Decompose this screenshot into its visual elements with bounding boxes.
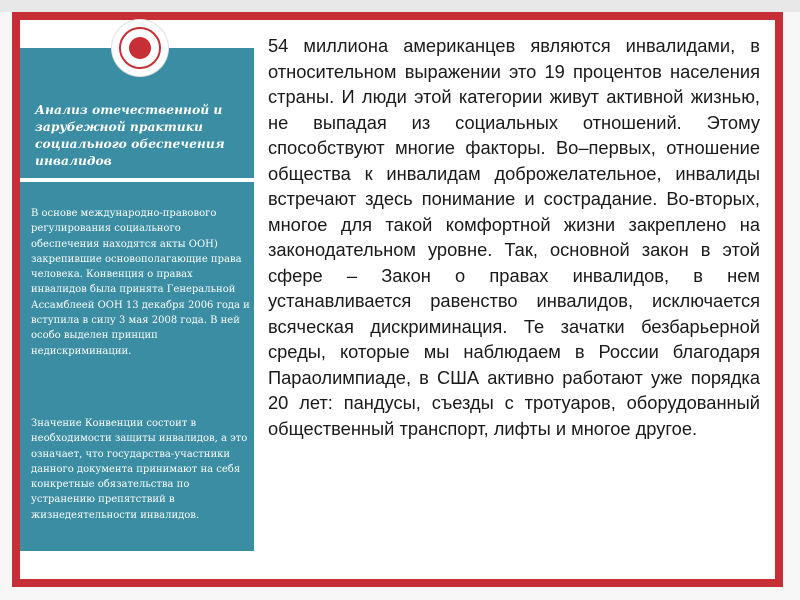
- circle-dot: [129, 37, 151, 59]
- main-body-text: 54 миллиона американцев являются инвалидами, в относительном выражении это 19 процентов населения страны. И люди этой категории живут активной жизнью, не выпадая из социальных отношений. Этому способствуют многие факторы. Во–первых, отношение общества к инвалидам доброжелательное, инвалиды встречают здесь понимание и сострадание. Во-вторых, многое для такой комфортной жизни закреплено на законодательном уровне. Так, основной закон в этой сфере – Закон о правах инвалидов, в нем устанавливается равенство инвалидов, исключается всяческая дискриминация. Те зачатки безбарьерной среды, которые мы наблюдаем в России благодаря Параолимпиаде, в США активно работают уже порядка 20 лет: пандусы, съезды с тротуаров, оборудованный общественный транспорт, лифты и многое другое.: [268, 35, 760, 439]
- slide-title: Анализ отечественной и зарубежной практики социального обеспечения инвалидов: [35, 102, 225, 168]
- sidebar-paragraph-1: В основе международно-правового регулирования социального обеспечения находятся акты ООН) закрепившие основополагающие права человека. Конвенция о правах инвалидов была принята Генеральной Ассамблеей ООН 13 декабря 2006 года и вступила в силу 3 мая 2008 года. В ней особо выделен принцип недискриминации.: [31, 208, 250, 357]
- slide-content: [20, 20, 775, 579]
- sidebar-divider: [20, 178, 254, 182]
- top-strip: [0, 0, 800, 12]
- sidebar-panel: [20, 48, 254, 551]
- sidebar-paragraph-2: Значение Конвенции состоит в необходимости защиты инвалидов, а это означает, что государства-участники данного документа принимают на себя конкретные обязательства по устранению препятствий в жизнедеятельности инвалидов.: [31, 418, 248, 521]
- decorative-circle-icon: [112, 20, 168, 76]
- slide-frame: [12, 12, 783, 587]
